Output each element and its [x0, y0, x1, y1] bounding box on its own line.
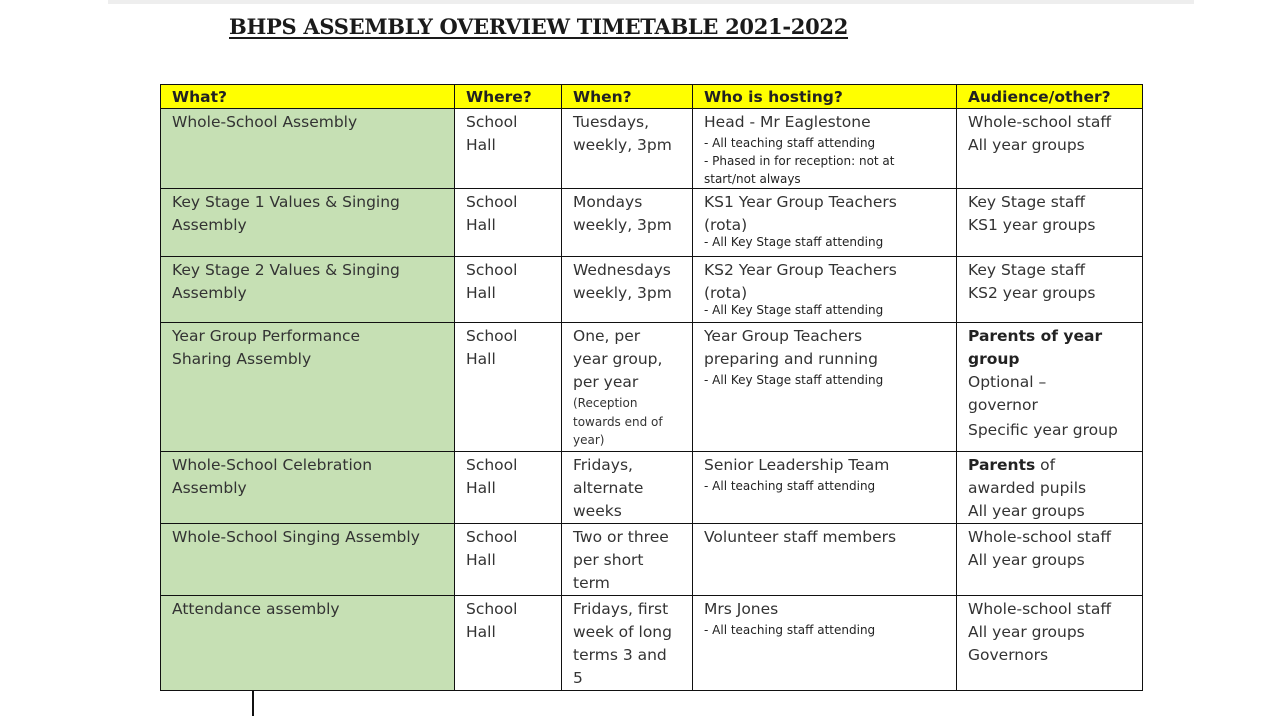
header-row: [161, 85, 1143, 109]
cell-where: [455, 189, 562, 257]
cell-where: [455, 524, 562, 596]
cell-text: Fridays, first: [573, 600, 669, 618]
cell-audience: [957, 109, 1143, 189]
cell-text: Hall: [466, 350, 496, 368]
cell-text: Whole-school staff: [968, 528, 1112, 546]
cell-text: Key Stage 2 Values & Singing: [172, 261, 400, 279]
cell-when: [562, 189, 693, 257]
cell-text: Whole-School Assembly: [172, 113, 358, 131]
cell-who: [693, 323, 957, 452]
cell-text: (rota): [704, 216, 748, 234]
cell-text: Head - Mr Eaglestone: [704, 113, 871, 131]
cell-who: [693, 109, 957, 189]
top-edge-strip: [108, 0, 1194, 4]
cell-text: KS2 Year Group Teachers: [704, 261, 897, 279]
table-row: [161, 109, 1143, 189]
cell-audience: [957, 189, 1143, 257]
cell-audience: [957, 257, 1143, 323]
table-row: [161, 323, 1143, 452]
table-row: [161, 189, 1143, 257]
cell-what: [161, 323, 455, 452]
cell-text: Hall: [466, 284, 496, 302]
text-cursor: [252, 690, 254, 716]
cell-what: [161, 596, 455, 691]
header-audience: Audience/other?: [957, 85, 1143, 109]
cell-what: [161, 257, 455, 323]
cell-text: KS2 year groups: [968, 284, 1096, 302]
cell-text: Whole-school staff: [968, 600, 1112, 618]
cell-text: Optional –: [968, 373, 1047, 391]
cell-text: Wednesdays: [573, 261, 671, 279]
cell-text: Year Group Teachers: [704, 327, 863, 345]
cell-where: [455, 257, 562, 323]
cell-when: [562, 109, 693, 189]
cell-who: [693, 257, 957, 323]
cell-who: [693, 596, 957, 691]
cell-text: Hall: [466, 479, 496, 497]
cell-note: year): [573, 433, 605, 447]
cell-text: of: [1035, 456, 1056, 474]
cell-text: awarded pupils: [968, 479, 1087, 497]
cell-what: [161, 524, 455, 596]
cell-text: weekly, 3pm: [573, 136, 672, 154]
cell-text: Governors: [968, 646, 1049, 664]
cell-who: [693, 452, 957, 524]
cell-text: Hall: [466, 216, 496, 234]
cell-text: Fridays,: [573, 456, 633, 474]
cell-text: School: [466, 193, 518, 211]
header-where: Where?: [455, 85, 562, 109]
cell-where: [455, 452, 562, 524]
cell-audience: [957, 524, 1143, 596]
cell-text: Mondays: [573, 193, 643, 211]
cell-text: Assembly: [172, 479, 247, 497]
cell-text: KS1 year groups: [968, 216, 1096, 234]
cell-note: - All Key Stage staff attending: [704, 235, 884, 249]
cell-text: alternate: [573, 479, 644, 497]
cell-text: KS1 Year Group Teachers: [704, 193, 897, 211]
cell-what: [161, 109, 455, 189]
cell-who: [693, 524, 957, 596]
cell-text: Two or three: [573, 528, 669, 546]
cell-note: - All teaching staff attending: [704, 136, 876, 150]
cell-text: School: [466, 456, 518, 474]
cell-text: weekly, 3pm: [573, 216, 672, 234]
cell-when: [562, 452, 693, 524]
cell-text: One, per: [573, 327, 641, 345]
cell-note: - All teaching staff attending: [704, 479, 876, 493]
cell-where: [455, 109, 562, 189]
cell-text: weekly, 3pm: [573, 284, 672, 302]
assembly-timetable: [160, 84, 1143, 691]
cell-text: Mrs Jones: [704, 600, 779, 618]
cell-what: [161, 189, 455, 257]
cell-text-bold: Parents: [968, 456, 1036, 474]
cell-text-bold: group: [968, 350, 1020, 368]
cell-text: 5: [573, 669, 583, 687]
cell-note: towards end of: [573, 414, 663, 429]
cell-note: - All Key Stage staff attending: [704, 303, 884, 317]
table-row: [161, 452, 1143, 524]
cell-where: [455, 596, 562, 691]
cell-note: - Phased in for reception: not at: [704, 154, 895, 168]
cell-text: Specific year group: [968, 421, 1118, 439]
cell-text: Year Group Performance: [172, 327, 361, 345]
cell-text: per year: [573, 373, 639, 391]
cell-text: All year groups: [968, 502, 1085, 520]
header-what: What?: [161, 85, 455, 109]
cell-text: School: [466, 261, 518, 279]
cell-where: [455, 323, 562, 452]
cell-text: All year groups: [968, 551, 1085, 569]
cell-text: Assembly: [172, 284, 247, 302]
cell-text: Senior Leadership Team: [704, 456, 890, 474]
cell-what: [161, 452, 455, 524]
cell-text: per short: [573, 551, 644, 569]
cell-text: weeks: [573, 502, 622, 520]
cell-text: Hall: [466, 551, 496, 569]
cell-text: Hall: [466, 623, 496, 641]
cell-text: Whole-School Singing Assembly: [172, 528, 420, 546]
cell-who: [693, 189, 957, 257]
cell-text: School: [466, 600, 518, 618]
cell-text: Sharing Assembly: [172, 350, 312, 368]
cell-text: All year groups: [968, 623, 1085, 641]
cell-text: terms 3 and: [573, 646, 667, 664]
header-when: When?: [562, 85, 693, 109]
table-row: [161, 524, 1143, 596]
cell-text: year group,: [573, 350, 663, 368]
header-who: Who is hosting?: [693, 85, 957, 109]
cell-when: [562, 323, 693, 452]
cell-note: - All teaching staff attending: [704, 623, 876, 637]
cell-text: Tuesdays,: [573, 113, 650, 131]
table-row: [161, 596, 1143, 691]
cell-audience: [957, 323, 1143, 452]
cell-text: Assembly: [172, 216, 247, 234]
table-row: [161, 257, 1143, 323]
cell-when: [562, 524, 693, 596]
cell-text: All year groups: [968, 136, 1085, 154]
cell-text: School: [466, 528, 518, 546]
cell-text: Key Stage staff: [968, 193, 1086, 211]
cell-text: School: [466, 113, 518, 131]
cell-text: preparing and running: [704, 350, 878, 368]
cell-text: Whole-school staff: [968, 113, 1112, 131]
cell-note: (Reception: [573, 396, 638, 410]
cell-note: start/not always: [704, 172, 801, 186]
cell-when: [562, 596, 693, 691]
cell-when: [562, 257, 693, 323]
cell-text: Volunteer staff members: [704, 528, 897, 546]
cell-text: Key Stage staff: [968, 261, 1086, 279]
cell-text: (rota): [704, 284, 748, 302]
cell-text: Hall: [466, 136, 496, 154]
cell-text: governor: [968, 396, 1038, 414]
cell-text: Key Stage 1 Values & Singing: [172, 193, 400, 211]
cell-audience: [957, 452, 1143, 524]
cell-text: School: [466, 327, 518, 345]
cell-note: - All Key Stage staff attending: [704, 373, 884, 387]
cell-text-bold: Parents of year: [968, 327, 1103, 345]
page-title: BHPS ASSEMBLY OVERVIEW TIMETABLE 2021-2022: [229, 14, 849, 39]
cell-text: Whole-School Celebration: [172, 456, 373, 474]
cell-text: week of long: [573, 623, 672, 641]
cell-audience: [957, 596, 1143, 691]
cell-text: Attendance assembly: [172, 600, 340, 618]
cell-text: [968, 454, 1132, 477]
cell-text: term: [573, 574, 610, 592]
